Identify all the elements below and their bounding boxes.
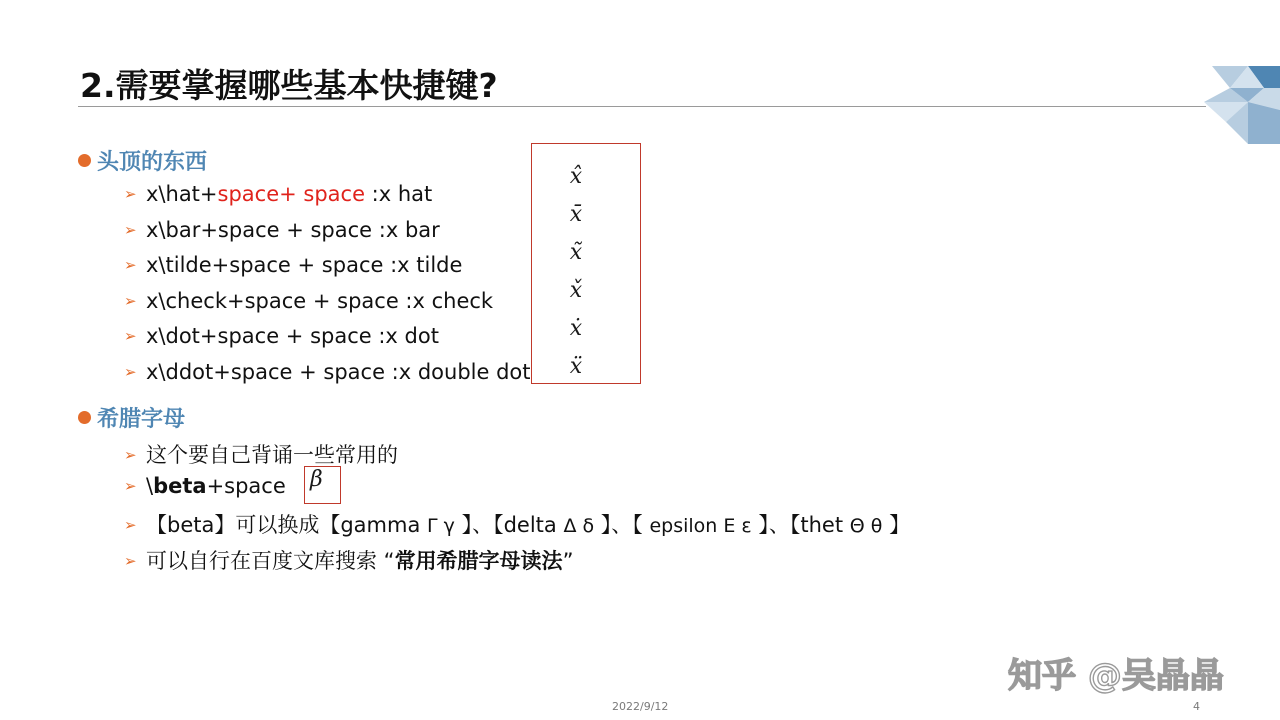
item-text: x\bar+space + space :x bar <box>146 218 440 242</box>
orange-arrow-icon: ➢ <box>124 221 137 239</box>
orange-arrow-icon: ➢ <box>124 446 137 464</box>
item-text: :x hat <box>365 182 433 206</box>
item-bold: 常用希腊字母读法 <box>394 549 563 573</box>
orange-arrow-icon: ➢ <box>124 477 137 495</box>
list-item <box>124 218 440 242</box>
item-text: x\dot+space + space :x dot <box>146 324 439 348</box>
item-text: \ <box>146 474 154 498</box>
accent-example-dot: ẋ <box>569 316 583 341</box>
item-highlight: space+ space <box>217 182 365 206</box>
greek-symbols-gamma: Γ γ <box>427 515 455 537</box>
page-number: 4 <box>1193 700 1200 713</box>
orange-arrow-icon: ➢ <box>124 363 137 381</box>
item-text: x\ddot+space + space :x double dot <box>146 360 531 384</box>
greek-symbols-delta: Δ δ <box>563 515 595 537</box>
list-item <box>124 545 573 575</box>
greek-symbols-theta: Θ θ <box>849 515 883 537</box>
orange-arrow-icon: ➢ <box>124 292 137 310</box>
accent-example-hat: x̂ <box>569 164 583 189</box>
item-bold: beta <box>153 474 207 498</box>
item-text: 】、【delta <box>454 513 564 537</box>
orange-arrow-icon: ➢ <box>124 516 137 534</box>
item-text: 】 <box>882 513 911 537</box>
accent-example-ddot: ẍ <box>569 354 583 379</box>
accent-example-tilde: x̃ <box>569 240 583 265</box>
list-item <box>124 253 462 277</box>
item-text: x\check+space + space :x check <box>146 289 494 313</box>
list-item <box>124 360 531 384</box>
item-text: +space <box>206 474 286 498</box>
beta-example-box <box>304 466 341 504</box>
accent-examples-box <box>531 143 641 384</box>
slide-title: 2.需要掌握哪些基本快捷键? <box>80 66 498 105</box>
orange-arrow-icon: ➢ <box>124 185 137 203</box>
item-text: 这个要自己背诵一些常用的 <box>146 443 398 467</box>
item-text: 】、【 <box>594 513 650 537</box>
greek-symbols-epsilon: epsilon Ε ε <box>649 515 752 537</box>
orange-dot-icon <box>78 411 91 424</box>
beta-example: β <box>310 467 323 492</box>
section-heading-label: 希腊字母 <box>97 407 186 432</box>
orange-arrow-icon: ➢ <box>124 552 137 570</box>
item-text: x\tilde+space + space :x tilde <box>146 253 463 277</box>
accent-example-bar: x̄ <box>569 202 583 227</box>
accent-example-check: x̌ <box>569 278 583 303</box>
list-item <box>124 182 432 206</box>
list-item <box>124 289 493 313</box>
orange-arrow-icon: ➢ <box>124 256 137 274</box>
orange-dot-icon <box>78 154 91 167</box>
list-item <box>124 509 910 539</box>
list-item <box>124 474 286 498</box>
item-text: 【beta】可以换成【gamma <box>146 513 428 537</box>
item-text: 】、【thet <box>751 513 850 537</box>
section-heading-overhead <box>78 145 207 176</box>
item-text: x\hat+ <box>146 182 218 206</box>
orange-arrow-icon: ➢ <box>124 327 137 345</box>
title-divider <box>78 106 1206 107</box>
triangle-pattern-icon <box>1204 66 1280 144</box>
list-item <box>124 439 398 469</box>
item-text: 可以自行在百度文库搜索 “ <box>146 549 395 573</box>
list-item <box>124 324 439 348</box>
section-heading-label: 头顶的东西 <box>97 150 208 175</box>
footer-date: 2022/9/12 <box>612 700 669 713</box>
item-text: ” <box>562 549 574 573</box>
watermark: 知乎 @吴晶晶 <box>1008 656 1224 696</box>
section-heading-greek <box>78 402 185 433</box>
